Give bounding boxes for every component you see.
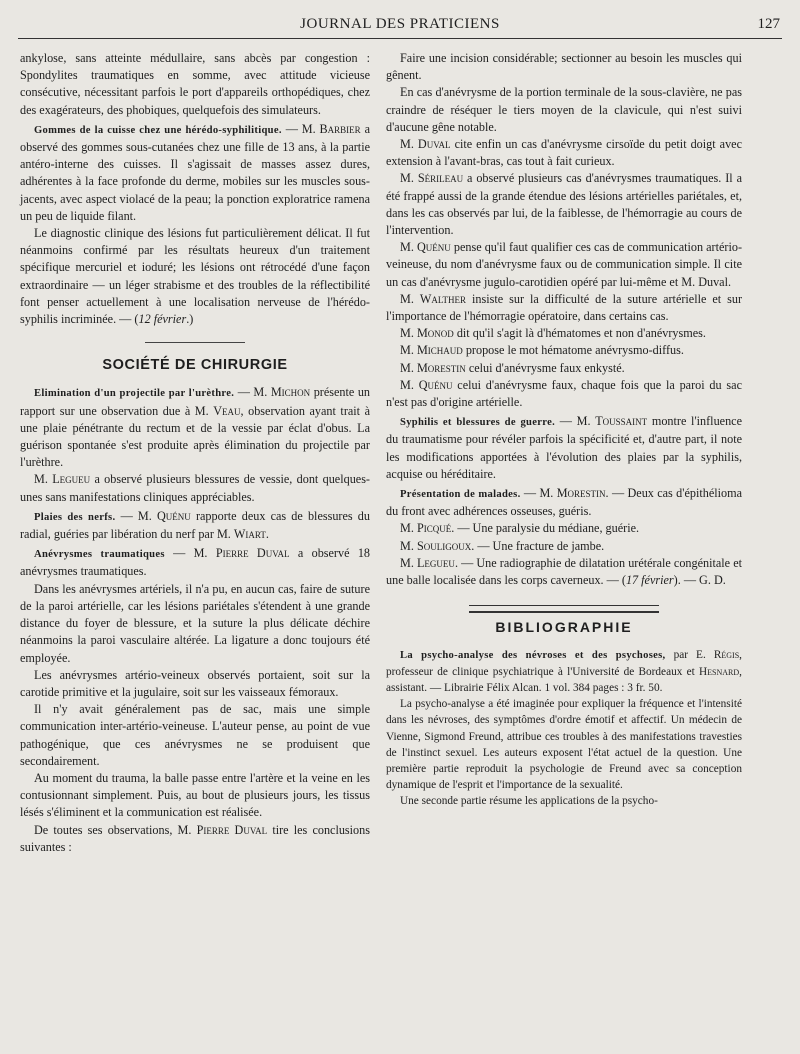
paragraph-gommes: Gommes de la cuisse chez une hérédo-syphilitique. — M. Barbier a observé des gommes sous-cutanées chez une fille de 13 ans, à la partie antéro-interne des cuisses. Il s'agissait de masses assez dures, adhérentes à la face profonde du derme, mobiles sur les muscles sous-jacents, avec aspect violacé de la peau; la ponction exploratrice ramena un peu de liquide filant. — [20, 121, 370, 223]
right-column — [386, 50, 742, 810]
paragraph-quenu: M. Quénu pense qu'il faut qualifier ces cas de communication artério-veineuse, du nom d'anévrysme faux ou de communication simple. Il cite un cas d'anévrysme jugulo-carotidien opéré par lui-même et M. Duval. — [386, 240, 743, 289]
review-paragraph-1: La psycho-analyse a été imaginée pour expliquer la fréquence et l'intensité dans les névroses, des symptômes d'ordre émotif et affectif. Un médecin de Vienne, Sigmond Freund, attribue ces troubles à des manifestations travesties de l'instinct sexuel. Les auteurs exposent l'état actuel de la question. Une première partie reproduit la psychologie de Freund avec sa conception dynamique de l'esprit et l'importance de la sexualité. — [386, 698, 742, 792]
paragraph-souligoux: M. Souligoux. — Une fracture de jambe. — [400, 538, 605, 553]
paragraph-ankylose: ankylose, sans atteinte médullaire, sans abcès par congestion : Spondylites traumatiques en somme, avec attitude vicieuse consécutive, nécessitant parfois le port d'appareils orthopédiques, chez des exagérateurs, des phobiques, quelquefois des simulateurs. — [20, 51, 370, 117]
paragraph-arteriels: Dans les anévrysmes artériels, il n'a pu, en aucun cas, faire de suture de la paroi artérielle, car les lésions pariétales s'étendent à une grande distance du foyer de blessure, et la suture la plus délicate déchire néanmoins la paroi vasculaire altérée. La ligature a donc toujours été employée. — [20, 581, 370, 665]
paragraph-picque: M. Picqué. — Une paralysie du médiane, guérie. — [400, 521, 640, 536]
date: 12 février — [138, 312, 187, 327]
paragraph-serileau: M. Sérileau a observé plusieurs cas d'anévrysmes traumatiques. Il a été frappé aussi de la grande étendue des lésions artérielles pariétales, et, dans les cas observés par lui, de la faiblesse, de l'hémorragie au cours de l'intervention. — [386, 171, 742, 238]
paragraph-legueu: M. Legueu a observé plusieurs blessures de vessie, dont quelques-unes sans manifestations cliniques appréciables. — [20, 472, 370, 504]
bibliography-title: BIBLIOGRAPHIE — [495, 619, 633, 636]
heading-gommes: Gommes de la cuisse chez une hérédo-syphilitique. — [34, 124, 282, 136]
paragraph-conclusions: De toutes ses observations, M. Pierre Duval tire les conclusions suivantes : — [20, 822, 370, 854]
journal-title: JOURNAL DES PRATICIENS — [300, 16, 500, 32]
heading-anevrysmes: Anévrysmes traumatiques — [34, 549, 165, 561]
left-column — [20, 50, 370, 856]
running-header — [18, 14, 782, 39]
paragraph-plaies: Plaies des nerfs. — M. Quénu rapporte deux cas de blessures du radial, guéries par libération du nerf par M. Wiart. — [20, 508, 370, 542]
review-paragraph-2: Une seconde partie résume les applications de la psycho- — [400, 795, 658, 808]
section-divider — [145, 342, 245, 343]
section-title: SOCIÉTÉ DE CHIRURGIE — [102, 357, 288, 374]
paragraph-sous-claviere: En cas d'anévrysme de la portion terminale de la sous-clavière, ne pas craindre de réséquer le tiers moyen de la clavicule, qui n'est suivi d'aucune gêne notable. — [386, 85, 742, 134]
heading-presentation: Présentation de malades. — [400, 489, 521, 501]
paragraph-quenu-2: M. Quénu celui d'anévrysme faux, chaque fois que la paroi du sac n'est pas d'origine artérielle. — [386, 377, 742, 410]
paragraph-michaud: M. Michaud propose le mot hématome anévrysmo-diffus. — [400, 343, 684, 358]
date: 17 février — [625, 573, 674, 588]
heading-syphilis: Syphilis et blessures de guerre. — [400, 417, 556, 429]
paragraph-diagnostic: Le diagnostic clinique des lésions fut particulièrement délicat. Il fut néanmoins confirmé par les résultats heureux d'un traitement spécifique mercuriel et ioduré; les lésions ont rétrocédé d'une façon extraordinaire — un léger strabisme et des troubles de la réflectibilité font penser actuellement à une localisation nerveuse de l'hérédo-syphilis incriminée. — (12 février.) — [20, 226, 370, 327]
heading-elimination: Elimination d'un projectile par l'urèthre. — [34, 388, 235, 400]
paragraph-sac: Il n'y avait généralement pas de sac, mais une simple communication inter-artério-veineuse. L'auteur pense, au point de vue pathogénique, que ces anévrysmes ne se produisent que secondairement. — [20, 702, 370, 768]
paragraph-syphilis: Syphilis et blessures de guerre. — M. Toussaint montre l'influence du traumatisme pour révéler parfois la spécificité et, d'autre part, il note les modifications apportées à l'évolution des plaies par la syphilis, acquise ou héréditaire. — [386, 414, 742, 481]
paragraph-monod: M. Monod dit qu'il s'agit là d'hématomes et non d'anévrysmes. — [400, 326, 706, 341]
paragraph-presentation: Présentation de malades. — M. Morestin. — Deux cas d'épithélioma du front avec adhérences osseuses, guéris. — [386, 486, 742, 519]
heading-plaies: Plaies des nerfs. — [34, 511, 116, 523]
paragraph-trauma: Au moment du trauma, la balle passe entre l'artère et la veine en les contusionnant simplement. Puis, au bout de plusieurs jours, les tissus lésés s'éliminent et la communication est réalisée. — [20, 770, 370, 820]
book-reference: La psycho-analyse des névroses et des psychoses, par E. Régis, professeur de clinique psychiatrique à l'Université de Bordeaux et Hesnard, assistant. — Librairie Félix Alcan. 1 vol. 384 pages : 3 fr. 50. — [386, 648, 742, 694]
book-title: La psycho-analyse des névroses et des psychoses, — [400, 649, 666, 661]
paragraph-arterio-veineux: Les anévrysmes artério-veineux observés portaient, soit sur la carotide primitive et la jugulaire, soit sur les vaisseaux fémoraux. — [20, 667, 370, 699]
bibliography-divider — [469, 605, 659, 613]
paragraph-legueu-radiographie: M. Legueu. — Une radiographie de dilatation urétérale congénitale et une balle localisée dans les corps caverneux. — (17 février). — G. D. — [386, 555, 742, 588]
page-number: 127 — [757, 16, 780, 32]
paragraph-elimination: Elimination d'un projectile par l'urèthre. — M. Michon présente un rapport sur une observation due à M. Veau, observation ayant trait à une plaie pénétrante du rectum et de la vessie par éclat d'obus. La guérison spontanée s'est produite après élimination du projectile par l'urèthre. — [20, 385, 371, 470]
paragraph-incision: Faire une incision considérable; sectionner au besoin les muscles qui gênent. — [386, 51, 742, 83]
author-name: Barbier — [319, 121, 361, 136]
paragraph-morestin: M. Morestin celui d'anévrysme faux enkysté. — [400, 360, 625, 375]
paragraph-anevrysmes: Anévrysmes traumatiques — M. Pierre Duval a observé 18 anévrysmes traumatiques. — [20, 546, 371, 579]
paragraph-walther: M. Walther insiste sur la difficulté de la suture artérielle et sur l'importance de l'hémorragie opératoire, dans certains cas. — [386, 291, 743, 324]
paragraph-duval: M. Duval cite enfin un cas d'anévrysme cirsoïde du petit doigt avec extension à l'avant-bras, cas tout à fait curieux. — [386, 137, 742, 169]
